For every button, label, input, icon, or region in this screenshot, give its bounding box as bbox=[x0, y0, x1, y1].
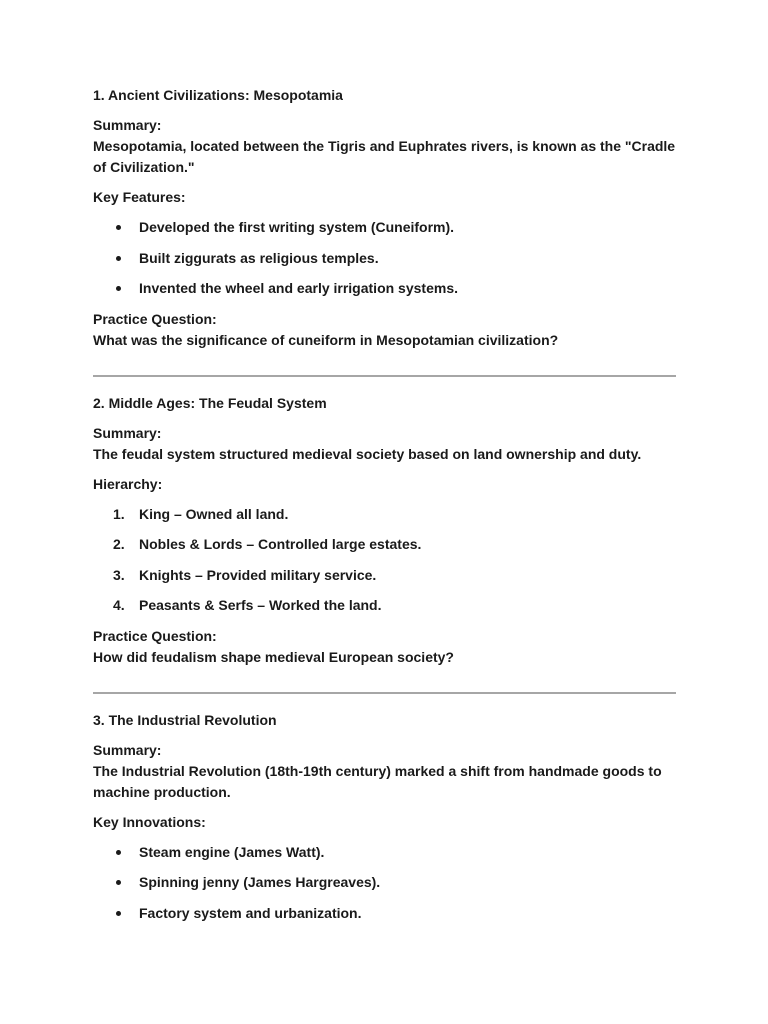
practice-question-block bbox=[93, 309, 676, 351]
list-item: Spinning jenny (James Hargreaves). bbox=[93, 872, 676, 893]
list-label: Hierarchy: bbox=[93, 475, 163, 492]
question-text: How did feudalism shape medieval European society? bbox=[93, 648, 454, 665]
practice-question-block bbox=[93, 626, 676, 668]
list-label: Key Innovations: bbox=[93, 813, 206, 830]
list-label: Key Features: bbox=[93, 189, 186, 205]
summary-text: Mesopotamia, located between the Tigris and Euphrates rivers, is known as the "Cradle of Civilization." bbox=[93, 138, 676, 175]
section-divider bbox=[93, 692, 676, 694]
key-features-list bbox=[93, 217, 676, 299]
summary-text: The feudal system structured medieval society based on land ownership and duty. bbox=[93, 445, 642, 462]
summary-label: Summary: bbox=[93, 424, 162, 441]
bullet-icon bbox=[116, 880, 121, 885]
section-title: 3. The Industrial Revolution bbox=[93, 711, 277, 728]
section-title: 2. Middle Ages: The Feudal System bbox=[93, 394, 327, 411]
list-number: 1. bbox=[113, 505, 125, 522]
list-item: Built ziggurats as religious temples. bbox=[93, 248, 676, 269]
summary-label: Summary: bbox=[93, 741, 162, 758]
summary-label: Summary: bbox=[93, 117, 162, 133]
document-page bbox=[93, 85, 676, 933]
list-item: Factory system and urbanization. bbox=[93, 903, 676, 924]
question-text: What was the significance of cuneiform in Mesopotamian civilization? bbox=[93, 331, 559, 348]
section-divider bbox=[93, 375, 676, 377]
list-number: 2. bbox=[113, 536, 125, 552]
bullet-icon bbox=[116, 850, 121, 855]
summary-block bbox=[93, 740, 676, 803]
list-item: Steam engine (James Watt). bbox=[93, 842, 676, 863]
list-item: 2. Nobles & Lords – Controlled large estates. bbox=[93, 534, 676, 555]
list-number: 4. bbox=[113, 597, 125, 613]
question-label: Practice Question: bbox=[93, 627, 217, 644]
bullet-icon bbox=[116, 286, 121, 291]
summary-text: The Industrial Revolution (18th-19th century) marked a shift from handmade goods to machine production. bbox=[93, 762, 662, 800]
summary-block bbox=[93, 423, 676, 465]
section-title: 1. Ancient Civilizations: Mesopotamia bbox=[93, 87, 343, 103]
list-item: 1. King – Owned all land. bbox=[93, 504, 676, 525]
question-label: Practice Question: bbox=[93, 310, 217, 327]
summary-block bbox=[93, 115, 676, 178]
list-item: 4. Peasants & Serfs – Worked the land. bbox=[93, 595, 676, 616]
list-item: 3. Knights – Provided military service. bbox=[93, 565, 676, 586]
bullet-icon bbox=[116, 256, 121, 261]
section-industrial-revolution bbox=[93, 710, 676, 924]
list-number: 3. bbox=[113, 566, 125, 583]
list-item: Invented the wheel and early irrigation systems. bbox=[93, 278, 676, 299]
list-item: Developed the first writing system (Cuneiform). bbox=[93, 217, 676, 238]
hierarchy-list bbox=[93, 504, 676, 617]
section-mesopotamia bbox=[93, 85, 676, 351]
bullet-icon bbox=[116, 911, 121, 916]
key-innovations-list bbox=[93, 842, 676, 924]
bullet-icon bbox=[116, 225, 121, 230]
section-feudal-system bbox=[93, 393, 676, 668]
